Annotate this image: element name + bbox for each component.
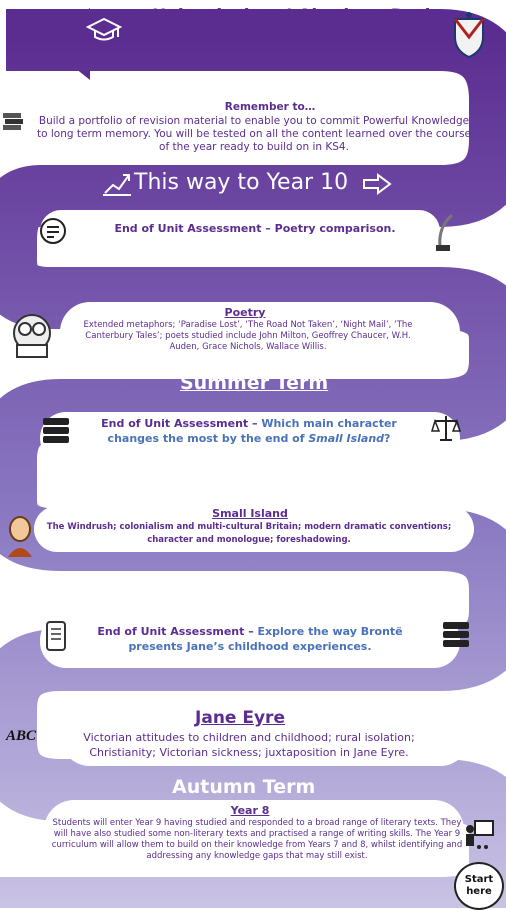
- spring-term-label: Spring Term: [188, 572, 318, 594]
- books-stack-icon-2: [440, 618, 472, 650]
- shakespeare-portrait-icon: [4, 514, 36, 558]
- school-crest-icon: [446, 10, 492, 60]
- small-island-title: Small Island: [212, 507, 288, 520]
- school-title: Haberdashers’ Abraham Darby: [152, 6, 448, 26]
- summer-assessment: End of Unit Assessment – Poetry comparison.: [114, 222, 396, 235]
- spring-assessment-question: Which main character changes the most by the end of: [107, 417, 397, 445]
- scales-icon: [430, 412, 462, 444]
- abc-icon: ABC: [6, 728, 37, 744]
- remember-heading: Remember to…: [224, 101, 316, 113]
- spring-assessment-end: ?: [384, 432, 391, 445]
- start-here-label: Start here: [464, 874, 494, 897]
- quill-icon: [430, 212, 460, 254]
- remember-body: Build a portfolio of revision material to enable you to commit Powerful Knowledge to long term memory. You will be tested on all the content learned over the course of the year ready to build on in KS4.: [36, 115, 472, 153]
- teacher-board-icon: [462, 818, 496, 852]
- poetry-title: Poetry: [224, 306, 266, 319]
- spring-assessment-lead: End of Unit Assessment –: [101, 417, 262, 430]
- spring-assessment-book: Small Island: [308, 432, 385, 445]
- jane-eyre-title: Jane Eyre: [195, 708, 285, 728]
- scroll-icon: [40, 618, 72, 654]
- jane-eyre-body: Victorian attitudes to children and childhood; rural isolation; Christianity; Victorian sickness; juxtaposition in Jane Eyre.: [83, 731, 415, 759]
- autumn-assessment-lead: End of Unit Assessment –: [97, 625, 258, 638]
- spring-assessment: [74, 416, 424, 446]
- start-here-button[interactable]: [454, 862, 504, 910]
- autumn-assessment: [80, 624, 420, 654]
- owl-reading-icon: [8, 310, 56, 362]
- year10-banner: This way to Year 10: [134, 170, 349, 195]
- books-stack-icon: [40, 414, 72, 446]
- year8-title: Year 8: [230, 804, 270, 817]
- autumn-term-label: Autumn Term: [172, 776, 316, 798]
- checklist-icon: [38, 216, 68, 246]
- small-island-body: The Windrush; colonialism and multi-cultural Britain; modern dramatic conventions; character and monologue; foreshadowing.: [46, 522, 452, 545]
- poetry-body: Extended metaphors; ‘Paradise Lost’, ‘The Road Not Taken’, ‘Night Mail’, ‘The Canterbury Tales’; poets studied include John Milton, Geoffrey Chaucer, W.H. Auden, Grace Nichols, Wallace Willis.: [83, 320, 413, 352]
- summer-term-label: Summer Term: [180, 372, 329, 394]
- autumn-assessment-question: Explore the way Brontë presents Jane’s childhood experiences.: [128, 625, 403, 653]
- growth-chart-icon: [100, 170, 134, 198]
- arrow-right-icon: [362, 172, 392, 196]
- year8-body: Students will enter Year 9 having studied and responded to a broad range of literary texts. They will have also studied some non-literary texts and practised a range of writing skills. The Year 9 curriculum will allow them to build on their knowledge from Years 7 and 8, whilst identifying and addressing any knowledge gaps that may still exist.: [51, 818, 463, 861]
- page-subtitle: Year 9 English Learning Journey: [169, 28, 431, 44]
- books-icon: [0, 108, 26, 134]
